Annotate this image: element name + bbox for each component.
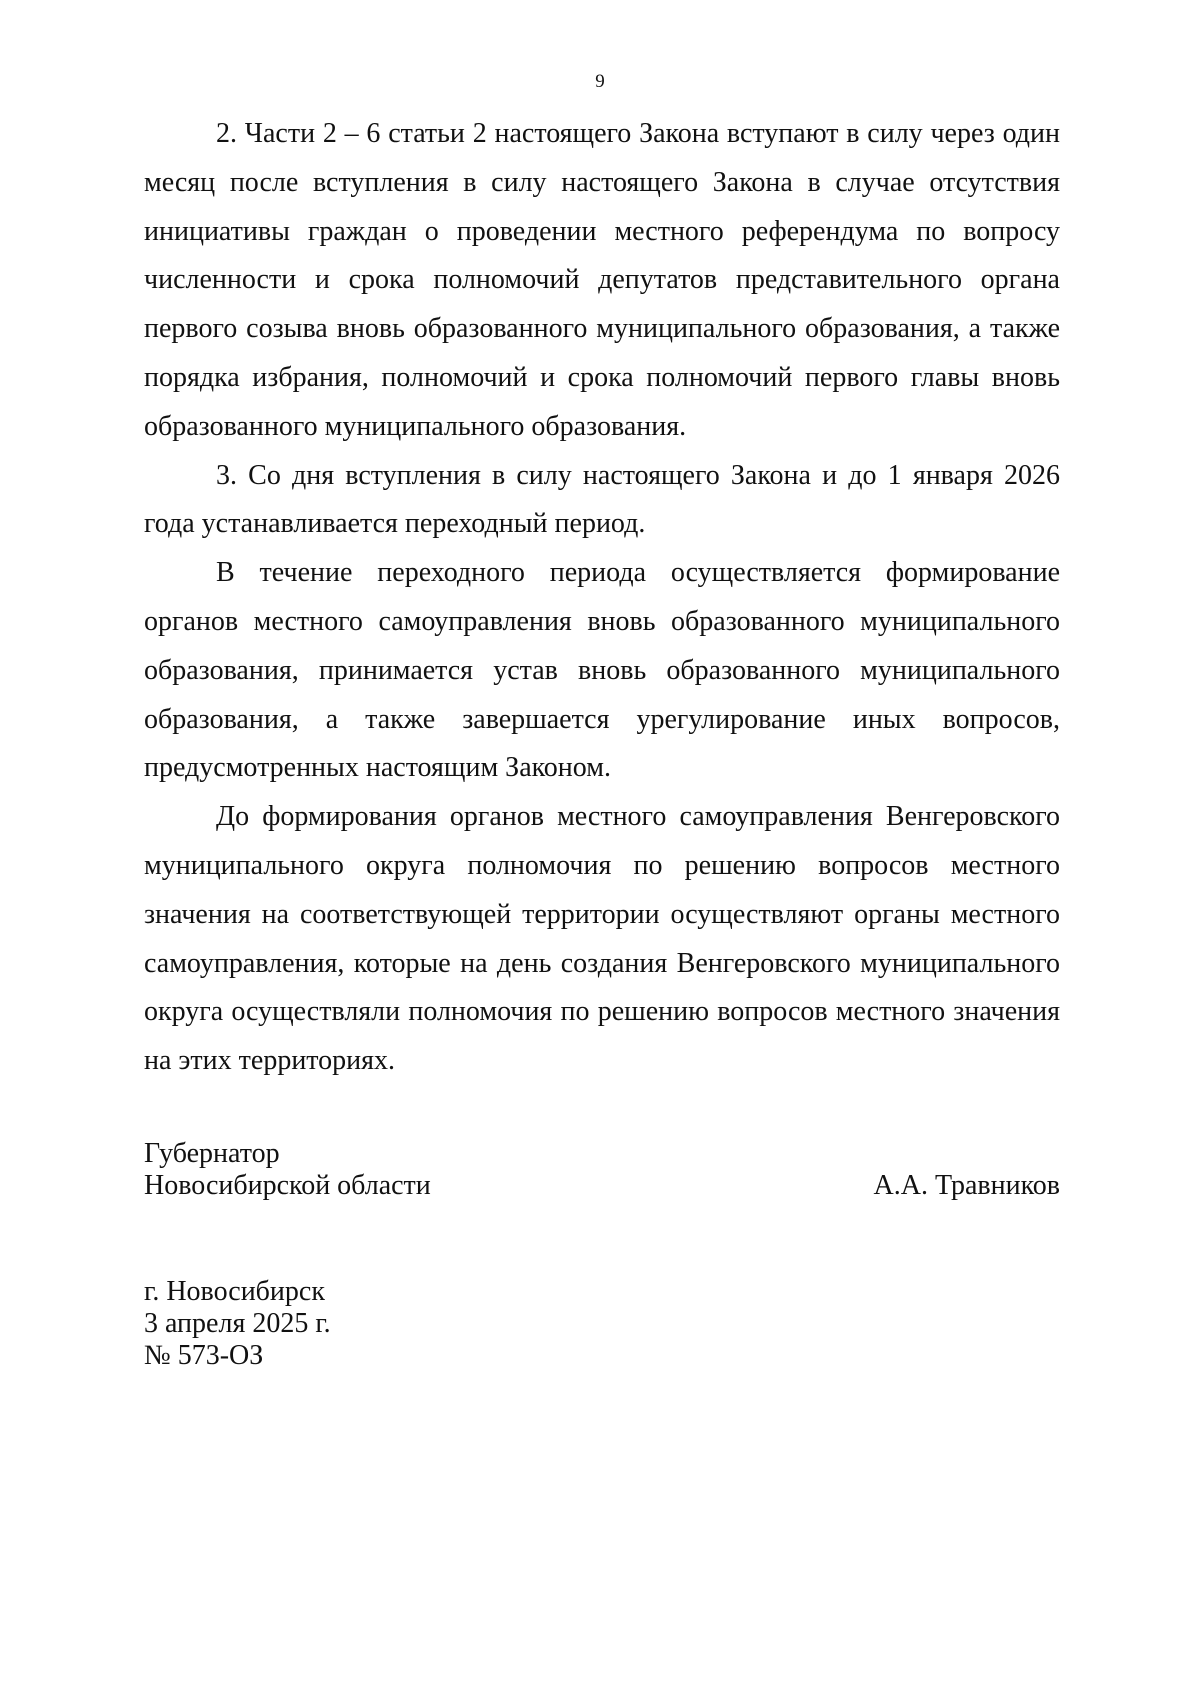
page-number: 9 xyxy=(595,71,605,92)
law-text xyxy=(144,110,1060,1086)
paragraph-interim-authority: До формирования органов местного самоуправления Венгеровского муниципального округа полномочия по решению вопросов местного значения на соответствующей территории осуществляют органы местного самоуправления, которые на день создания Венгеровского муниципального округа осуществляли полномочия по решению вопросов местного значения на этих территориях. xyxy=(144,801,1060,1077)
city: г. Новосибирск xyxy=(144,1276,325,1307)
paragraph-part-2: 2. Части 2 – 6 статьи 2 настоящего Закона вступают в силу через один месяц после вступления в силу настоящего Закона в случае отсутствия инициативы граждан о проведении местного референдума по вопросу численности и срока полномочий депутатов представительного органа первого созыва вновь образованного муниципального образования, а также порядка избрания, полномочий и срока полномочий первого главы вновь образованного муниципального образования. xyxy=(144,118,1060,442)
signatory-title-line1: Губернатор xyxy=(144,1138,280,1169)
paragraph-transition-period: В течение переходного периода осуществляется формирование органов местного самоуправления вновь образованного муниципального образования, принимается устав вновь образованного муниципального образования, а также завершается урегулирование иных вопросов, предусмотренных настоящим Законом. xyxy=(144,557,1060,784)
paragraph-part-3: 3. Со дня вступления в силу настоящего Закона и до 1 января 2026 года устанавливается переходный период. xyxy=(144,459,1060,540)
law-number: № 573-ОЗ xyxy=(144,1340,264,1371)
signatory-name: А.А. Травников xyxy=(873,1170,1060,1201)
signature-block xyxy=(144,1138,1060,1202)
date: 3 апреля 2025 г. xyxy=(144,1308,331,1339)
signatory-title-line2: Новосибирской области xyxy=(144,1170,431,1201)
place-and-date-block xyxy=(144,1276,331,1372)
